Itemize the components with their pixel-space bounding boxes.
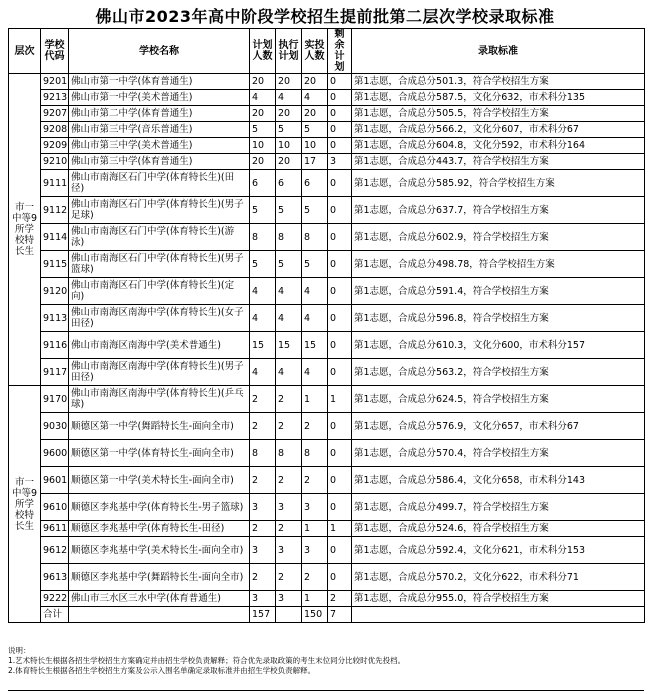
notes <box>8 646 644 676</box>
remain-cell: 0 <box>328 74 352 90</box>
admission-table <box>8 28 645 623</box>
header-remain: 剩余计划 <box>328 29 352 74</box>
remain-cell: 0 <box>328 494 352 521</box>
exec-plan-cell: 20 <box>276 74 302 90</box>
standard-cell: 第1志愿，合成总分443.7，符合学校招生方案 <box>352 154 645 170</box>
school-name-cell: 佛山市第二中学(体育普通生) <box>69 106 250 122</box>
school-code-cell: 9201 <box>41 74 69 90</box>
school-name-cell: 顺德区李兆基中学(美术特长生-面向全市) <box>69 537 250 564</box>
school-code-cell: 9612 <box>41 537 69 564</box>
table-row <box>9 359 645 386</box>
table-row <box>9 591 645 607</box>
plan-cell: 8 <box>250 440 276 467</box>
actual-cell: 4 <box>302 305 328 332</box>
standard-cell: 第1志愿，合成总分499.7，符合学校招生方案 <box>352 494 645 521</box>
remain-cell: 0 <box>328 305 352 332</box>
standard-cell: 第1志愿，合成总分610.3，文化分600，市术科分157 <box>352 332 645 359</box>
standard-cell: 第1志愿，合成总分576.9，文化分657，市术科分67 <box>352 413 645 440</box>
remain-cell: 1 <box>328 521 352 537</box>
exec-plan-cell: 4 <box>276 90 302 106</box>
table-row <box>9 332 645 359</box>
table-row <box>9 521 645 537</box>
school-code-cell: 9210 <box>41 154 69 170</box>
total-label-cell: 合计 <box>41 607 69 623</box>
table-row <box>9 440 645 467</box>
standard-cell: 第1志愿，合成总分566.2，文化分607，市术科分67 <box>352 122 645 138</box>
exec-plan-cell: 8 <box>276 440 302 467</box>
school-code-cell: 9113 <box>41 305 69 332</box>
plan-cell: 10 <box>250 138 276 154</box>
school-code-cell: 9120 <box>41 278 69 305</box>
table-row <box>9 170 645 197</box>
table-row <box>9 224 645 251</box>
actual-cell: 2 <box>302 564 328 591</box>
remain-cell: 1 <box>328 386 352 413</box>
school-code-cell: 9115 <box>41 251 69 278</box>
actual-cell: 6 <box>302 170 328 197</box>
remain-cell: 0 <box>328 122 352 138</box>
notes-line-2: 2.体育特长生根据各招生学校招生方案及公示入围名单确定录取标准并由招生学校负责解释。 <box>8 666 316 675</box>
plan-cell: 8 <box>250 224 276 251</box>
remain-cell: 0 <box>328 278 352 305</box>
remain-cell: 0 <box>328 537 352 564</box>
plan-cell: 2 <box>250 564 276 591</box>
table-row <box>9 386 645 413</box>
remain-cell: 0 <box>328 138 352 154</box>
school-name-cell: 佛山市第三中学(体育普通生) <box>69 154 250 170</box>
plan-cell: 5 <box>250 197 276 224</box>
actual-cell: 5 <box>302 122 328 138</box>
table-row <box>9 305 645 332</box>
exec-plan-cell: 5 <box>276 197 302 224</box>
school-code-cell: 9030 <box>41 413 69 440</box>
school-code-cell: 9114 <box>41 224 69 251</box>
standard-cell: 第1志愿，合成总分602.9，符合学校招生方案 <box>352 224 645 251</box>
actual-cell: 1 <box>302 591 328 607</box>
plan-cell: 5 <box>250 251 276 278</box>
remain-cell: 0 <box>328 251 352 278</box>
exec-plan-cell: 15 <box>276 332 302 359</box>
plan-cell: 3 <box>250 494 276 521</box>
table-row <box>9 467 645 494</box>
standard-cell: 第1志愿，合成总分570.4，符合学校招生方案 <box>352 440 645 467</box>
school-name-cell: 佛山市南海区南海中学(美术普通生) <box>69 332 250 359</box>
table-row <box>9 251 645 278</box>
actual-cell: 4 <box>302 359 328 386</box>
plan-cell: 20 <box>250 106 276 122</box>
standard-cell: 第1志愿，合成总分585.92，符合学校招生方案 <box>352 170 645 197</box>
school-name-cell: 顺德区李兆基中学(体育特长生-田径) <box>69 521 250 537</box>
standard-cell: 第1志愿，合成总分591.4，符合学校招生方案 <box>352 278 645 305</box>
standard-cell: 第1志愿，合成总分498.78，符合学校招生方案 <box>352 251 645 278</box>
plan-cell: 20 <box>250 154 276 170</box>
actual-cell: 2 <box>302 467 328 494</box>
actual-cell: 3 <box>302 494 328 521</box>
standard-cell: 第1志愿，合成总分505.5，符合学校招生方案 <box>352 106 645 122</box>
table-row <box>9 122 645 138</box>
remain-cell: 2 <box>328 591 352 607</box>
plan-cell: 2 <box>250 386 276 413</box>
standard-cell: 第1志愿，合成总分586.4，文化分658，市术科分143 <box>352 467 645 494</box>
exec-plan-cell: 6 <box>276 170 302 197</box>
actual-cell: 8 <box>302 224 328 251</box>
remain-cell: 0 <box>328 90 352 106</box>
total-name-cell <box>69 607 250 623</box>
standard-cell: 第1志愿，合成总分501.3，符合学校招生方案 <box>352 74 645 90</box>
school-name-cell: 佛山市南海区石门中学(体育特长生)(男子足球) <box>69 197 250 224</box>
standard-cell: 第1志愿，合成总分592.4，文化分621，市术科分153 <box>352 537 645 564</box>
exec-plan-cell: 2 <box>276 521 302 537</box>
actual-cell: 1 <box>302 386 328 413</box>
table-row <box>9 138 645 154</box>
school-name-cell: 佛山市南海区石门中学(体育特长生)(游泳) <box>69 224 250 251</box>
plan-cell: 2 <box>250 413 276 440</box>
exec-plan-cell: 2 <box>276 564 302 591</box>
standard-cell: 第1志愿，合成总分524.6，符合学校招生方案 <box>352 521 645 537</box>
standard-cell: 第1志愿，合成总分637.7，符合学校招生方案 <box>352 197 645 224</box>
plan-cell: 4 <box>250 90 276 106</box>
plan-cell: 4 <box>250 305 276 332</box>
plan-cell: 3 <box>250 537 276 564</box>
exec-plan-cell: 2 <box>276 386 302 413</box>
total-remain-cell: 7 <box>328 607 352 623</box>
plan-cell: 2 <box>250 521 276 537</box>
remain-cell: 0 <box>328 359 352 386</box>
standard-cell: 第1志愿，合成总分604.8，文化分592，市术科分164 <box>352 138 645 154</box>
school-name-cell: 顺德区第一中学(美术特长生-面向全市) <box>69 467 250 494</box>
school-code-cell: 9611 <box>41 521 69 537</box>
exec-plan-cell: 10 <box>276 138 302 154</box>
actual-cell: 3 <box>302 537 328 564</box>
school-name-cell: 佛山市第三中学(音乐普通生) <box>69 122 250 138</box>
table-row <box>9 106 645 122</box>
standard-cell: 第1志愿，合成总分587.5，文化分632，市术科分135 <box>352 90 645 106</box>
exec-plan-cell: 20 <box>276 106 302 122</box>
school-code-cell: 9209 <box>41 138 69 154</box>
exec-plan-cell: 20 <box>276 154 302 170</box>
header-exec: 执行计划 <box>276 29 302 74</box>
table-header-row <box>9 29 645 74</box>
exec-plan-cell: 2 <box>276 467 302 494</box>
exec-plan-cell: 3 <box>276 537 302 564</box>
school-code-cell: 9207 <box>41 106 69 122</box>
header-level: 层次 <box>9 29 41 74</box>
remain-cell: 0 <box>328 564 352 591</box>
school-code-cell: 9222 <box>41 591 69 607</box>
standard-cell: 第1志愿，合成总分624.5，符合学校招生方案 <box>352 386 645 413</box>
exec-plan-cell: 4 <box>276 359 302 386</box>
table-row <box>9 278 645 305</box>
actual-cell: 5 <box>302 197 328 224</box>
plan-cell: 3 <box>250 591 276 607</box>
table-row <box>9 154 645 170</box>
plan-cell: 5 <box>250 122 276 138</box>
notes-heading: 说明： <box>8 646 31 655</box>
school-code-cell: 9117 <box>41 359 69 386</box>
table-row <box>9 537 645 564</box>
school-code-cell: 9112 <box>41 197 69 224</box>
total-exec-cell <box>276 607 302 623</box>
header-code: 学校代码 <box>41 29 69 74</box>
exec-plan-cell: 4 <box>276 305 302 332</box>
exec-plan-cell: 4 <box>276 278 302 305</box>
standard-cell: 第1志愿，合成总分570.2，文化分622，市术科分71 <box>352 564 645 591</box>
school-name-cell: 佛山市南海区南海中学(体育特长生)(男子田径) <box>69 359 250 386</box>
header-actual: 实投人数 <box>302 29 328 74</box>
page-title: 佛山市2023年高中阶段学校招生提前批第二层次学校录取标准 <box>95 7 555 26</box>
remain-cell: 0 <box>328 413 352 440</box>
table-row <box>9 564 645 591</box>
school-code-cell: 9213 <box>41 90 69 106</box>
plan-cell: 2 <box>250 467 276 494</box>
table-row <box>9 90 645 106</box>
school-name-cell: 佛山市南海区石门中学(体育特长生)(定向) <box>69 278 250 305</box>
exec-plan-cell: 2 <box>276 413 302 440</box>
school-name-cell: 顺德区李兆基中学(舞蹈特长生-面向全市) <box>69 564 250 591</box>
actual-cell: 4 <box>302 278 328 305</box>
level-cell: 市一中等9所学校特长生 <box>9 386 41 623</box>
exec-plan-cell: 5 <box>276 122 302 138</box>
school-name-cell: 顺德区第一中学(体育特长生-面向全市) <box>69 440 250 467</box>
total-standard-cell <box>352 607 645 623</box>
actual-cell: 20 <box>302 106 328 122</box>
remain-cell: 3 <box>328 154 352 170</box>
school-code-cell: 9610 <box>41 494 69 521</box>
school-name-cell: 佛山市三水区三水中学(体育普通生) <box>69 591 250 607</box>
school-name-cell: 佛山市第一中学(体育普通生) <box>69 74 250 90</box>
remain-cell: 0 <box>328 467 352 494</box>
notes-line-1: 1.艺术特长生根据各招生学校招生方案确定并由招生学校负责解释；符合优先录取政策的考生末位同分比较时优先投档。 <box>8 656 406 665</box>
header-name: 学校名称 <box>69 29 250 74</box>
level-cell: 市一中等9所学校特长生 <box>9 74 41 386</box>
plan-cell: 15 <box>250 332 276 359</box>
exec-plan-cell: 3 <box>276 494 302 521</box>
school-code-cell: 9601 <box>41 467 69 494</box>
table-body <box>9 74 645 623</box>
remain-cell: 0 <box>328 170 352 197</box>
header-plan: 计划人数 <box>250 29 276 74</box>
school-name-cell: 顺德区第一中学(舞蹈特长生-面向全市) <box>69 413 250 440</box>
school-name-cell: 佛山市南海区石门中学(体育特长生)(田径) <box>69 170 250 197</box>
total-plan-cell: 157 <box>250 607 276 623</box>
actual-cell: 17 <box>302 154 328 170</box>
table-row <box>9 494 645 521</box>
bottom-divider <box>8 690 644 691</box>
school-name-cell: 佛山市第一中学(美术普通生) <box>69 90 250 106</box>
actual-cell: 2 <box>302 413 328 440</box>
exec-plan-cell: 8 <box>276 224 302 251</box>
school-code-cell: 9600 <box>41 440 69 467</box>
school-name-cell: 佛山市第三中学(美术普通生) <box>69 138 250 154</box>
table-row <box>9 74 645 90</box>
total-actual-cell: 150 <box>302 607 328 623</box>
plan-cell: 20 <box>250 74 276 90</box>
plan-cell: 4 <box>250 278 276 305</box>
remain-cell: 0 <box>328 197 352 224</box>
remain-cell: 0 <box>328 440 352 467</box>
standard-cell: 第1志愿，合成总分596.8，符合学校招生方案 <box>352 305 645 332</box>
school-code-cell: 9613 <box>41 564 69 591</box>
actual-cell: 4 <box>302 90 328 106</box>
actual-cell: 10 <box>302 138 328 154</box>
standard-cell: 第1志愿，合成总分563.2，符合学校招生方案 <box>352 359 645 386</box>
total-row <box>9 607 645 623</box>
exec-plan-cell: 3 <box>276 591 302 607</box>
exec-plan-cell: 5 <box>276 251 302 278</box>
school-name-cell: 顺德区李兆基中学(体育特长生-男子篮球) <box>69 494 250 521</box>
remain-cell: 0 <box>328 106 352 122</box>
actual-cell: 15 <box>302 332 328 359</box>
actual-cell: 1 <box>302 521 328 537</box>
school-name-cell: 佛山市南海区南海中学(体育特长生)(女子田径) <box>69 305 250 332</box>
actual-cell: 5 <box>302 251 328 278</box>
school-code-cell: 9116 <box>41 332 69 359</box>
plan-cell: 4 <box>250 359 276 386</box>
school-name-cell: 佛山市南海区南海中学(体育特长生)(乒乓球) <box>69 386 250 413</box>
remain-cell: 0 <box>328 224 352 251</box>
plan-cell: 6 <box>250 170 276 197</box>
school-code-cell: 9111 <box>41 170 69 197</box>
header-standard: 录取标准 <box>352 29 645 74</box>
table-row <box>9 413 645 440</box>
standard-cell: 第1志愿，合成总分955.0，符合学校招生方案 <box>352 591 645 607</box>
school-code-cell: 9170 <box>41 386 69 413</box>
actual-cell: 20 <box>302 74 328 90</box>
actual-cell: 8 <box>302 440 328 467</box>
table-row <box>9 197 645 224</box>
school-name-cell: 佛山市南海区石门中学(体育特长生)(男子篮球) <box>69 251 250 278</box>
school-code-cell: 9208 <box>41 122 69 138</box>
remain-cell: 0 <box>328 332 352 359</box>
